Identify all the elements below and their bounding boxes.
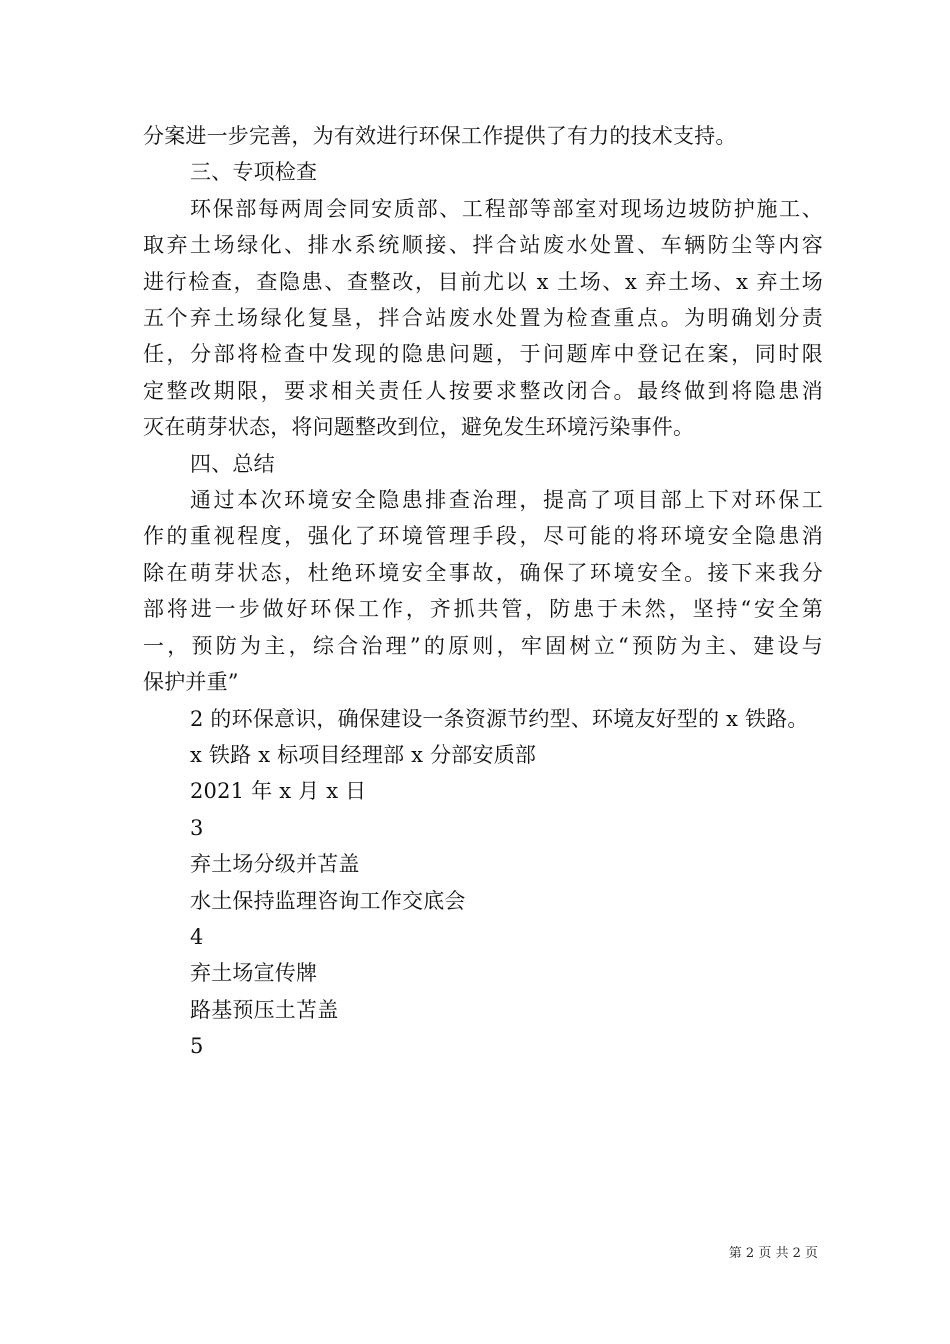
page-footer: 第 2 页 共 2 页 bbox=[728, 1246, 818, 1261]
text-line: 一，预防为主，综合治理”的原则，牢固树立“预防为主、建设与 bbox=[143, 633, 823, 658]
text-line: 环保部每两周会同安质部、工程部等部室对现场边坡防护施工、 bbox=[190, 196, 823, 221]
text-line: 定整改期限，要求相关责任人按要求整改闭合。最终做到将隐患消 bbox=[143, 378, 823, 403]
text-line: 弃土场分级并苫盖 bbox=[190, 852, 360, 877]
text-line: 五个弃土场绿化复垦，拌合站废水处置为检查重点。为明确划分责 bbox=[143, 306, 823, 331]
text-line: 取弃土场绿化、排水系统顺接、拌合站废水处置、车辆防尘等内容 bbox=[143, 233, 823, 258]
text-line: 4 bbox=[190, 924, 204, 949]
text-line: 灭在萌芽状态，将问题整改到位，避免发生环境污染事件。 bbox=[143, 415, 695, 440]
document-body bbox=[143, 118, 823, 1065]
text-line: 分案进一步完善，为有效进行环保工作提供了有力的技术支持。 bbox=[143, 124, 737, 148]
text-line: 弃土场宣传牌 bbox=[190, 961, 318, 986]
text-line: 路基预压土苫盖 bbox=[190, 997, 339, 1022]
text-line: 保护并重” bbox=[143, 670, 239, 695]
text-line: 部将进一步做好环保工作，齐抓共管，防患于未然，坚持“安全第 bbox=[143, 597, 823, 622]
text-line: 进行检查，查隐患、查整改，目前尤以 x 土场、x 弃土场、x 弃土场 bbox=[143, 269, 823, 294]
text-line: 作的重视程度，强化了环境管理手段，尽可能的将环境安全隐患消 bbox=[143, 524, 823, 549]
text-line: 通过本次环境安全隐患排查治理，提高了项目部上下对环保工 bbox=[190, 488, 823, 513]
text-line: 2021 年 x 月 x 日 bbox=[190, 779, 367, 804]
text-line: 任，分部将检查中发现的隐患问题，于问题库中登记在案，同时限 bbox=[143, 342, 823, 367]
text-line: 5 bbox=[190, 1034, 204, 1059]
text-line: 除在萌芽状态，杜绝环境安全事故，确保了环境安全。接下来我分 bbox=[143, 560, 823, 585]
text-line: 水土保持监理咨询工作交底会 bbox=[190, 888, 466, 913]
text-line: 四、总结 bbox=[190, 451, 275, 476]
text-line: 三、专项检查 bbox=[190, 160, 318, 185]
text-line: 2 的环保意识，确保建设一条资源节约型、环境友好型的 x 铁路。 bbox=[190, 706, 809, 731]
text-line: 3 bbox=[190, 815, 204, 840]
text-line: x 铁路 x 标项目经理部 x 分部安质部 bbox=[190, 742, 537, 767]
